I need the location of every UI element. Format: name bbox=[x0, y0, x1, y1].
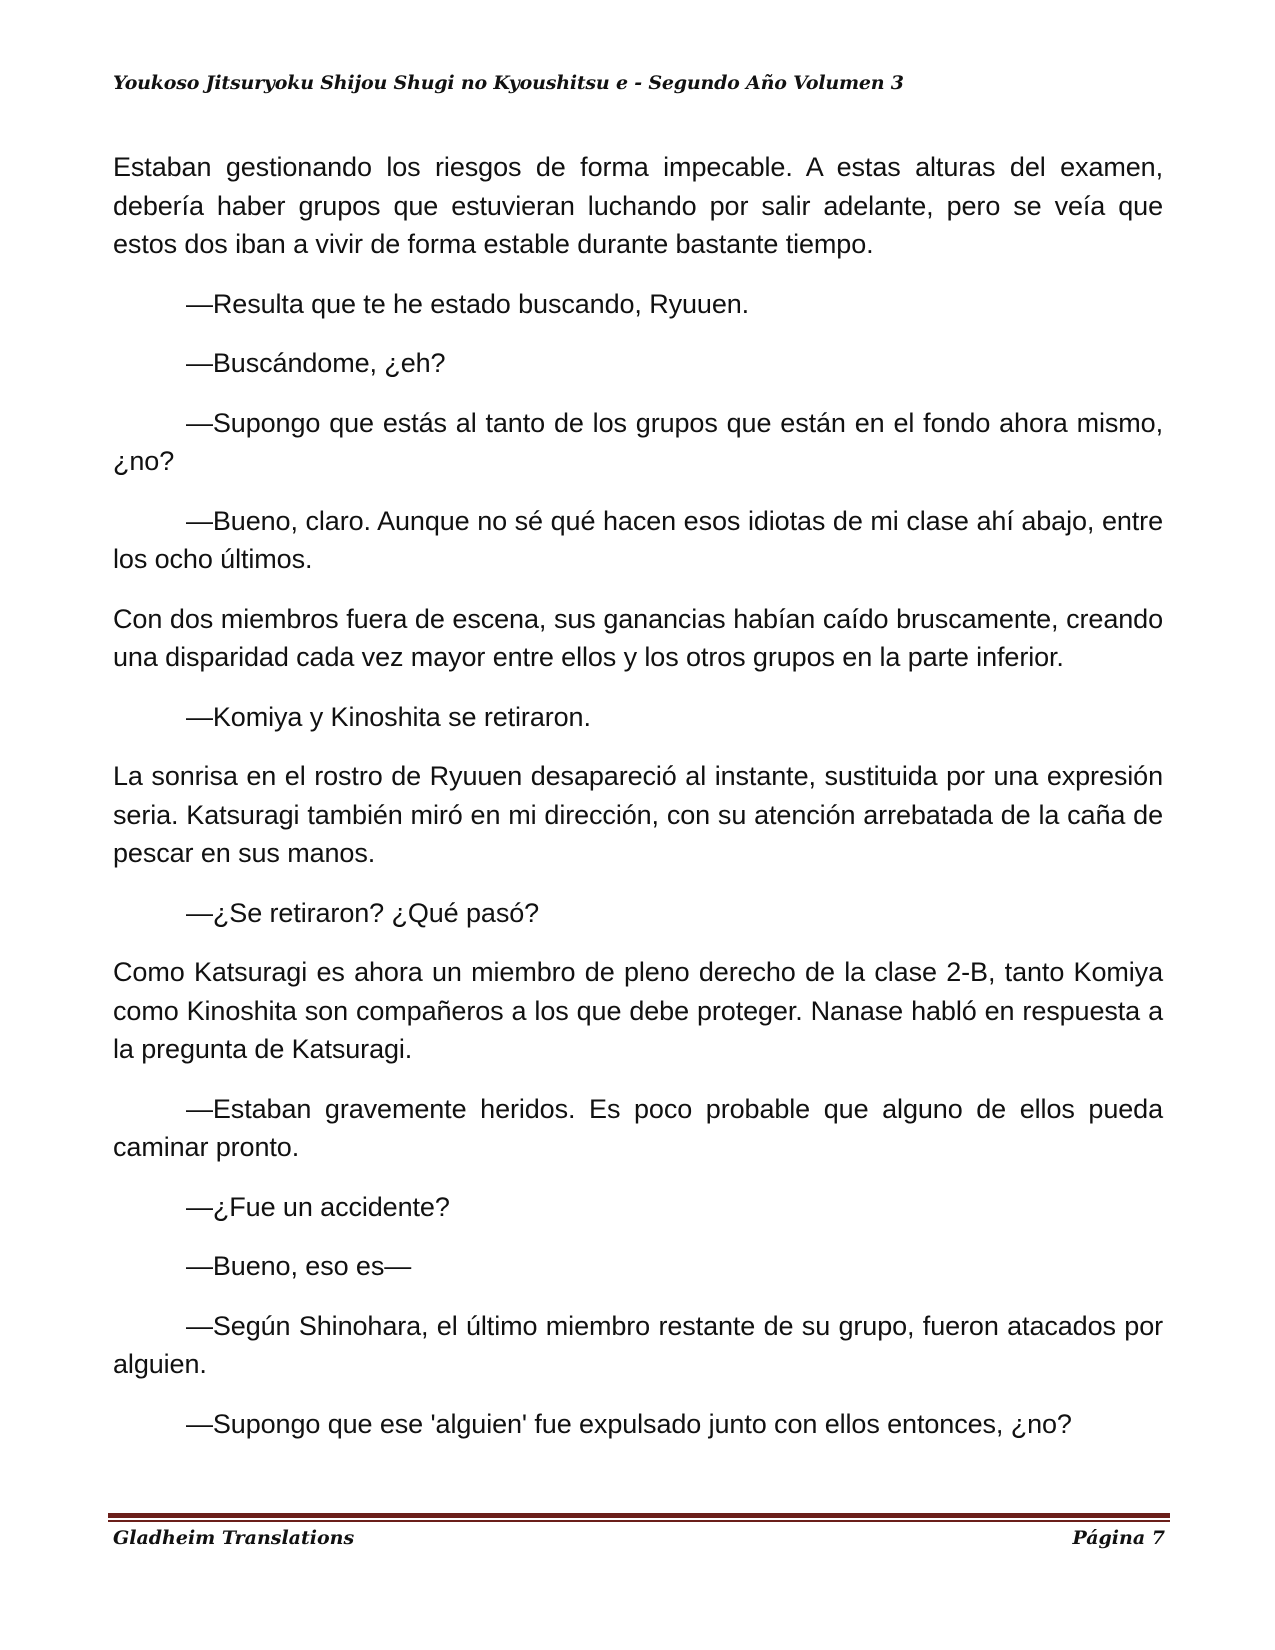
dialogue-line: —Komiya y Kinoshita se retiraron. bbox=[186, 701, 591, 732]
dialogue-line: —Supongo que ese 'alguien' fue expulsado junto con ellos entonces, ¿no? bbox=[186, 1408, 1072, 1439]
footer-rule-thick bbox=[108, 1513, 1170, 1518]
dialogue-line: —Bueno, claro. Aunque no sé qué hacen esos idiotas de mi clase ahí abajo, entre los ocho últimos. bbox=[113, 505, 1163, 574]
footer-rule-thin bbox=[108, 1520, 1170, 1522]
running-header: Youkoso Jitsuryoku Shijou Shugi no Kyoushitsu e - Segundo Año Volumen 3 bbox=[113, 72, 904, 94]
dialogue-line: —Según Shinohara, el último miembro restante de su grupo, fueron atacados por alguien. bbox=[113, 1310, 1163, 1379]
narration-paragraph: Estaban gestionando los riesgos de forma impecable. A estas alturas del examen, debería haber grupos que estuvieran luchando por salir adelante, pero se veía que estos dos iban a vivir de forma estable durante bastante tiempo. bbox=[113, 152, 1163, 259]
footer-rule bbox=[108, 1513, 1170, 1522]
body-text bbox=[113, 148, 1163, 1464]
dialogue-line: —¿Fue un accidente? bbox=[186, 1191, 450, 1222]
dialogue-line: —Resulta que te he estado buscando, Ryuuen. bbox=[186, 288, 750, 319]
narration-paragraph: Como Katsuragi es ahora un miembro de pleno derecho de la clase 2-B, tanto Komiya como Kinoshita son compañeros a los que debe proteger. Nanase habló en respuesta a la pregunta de Katsuragi. bbox=[113, 957, 1163, 1064]
footer-page-number: Página 7 bbox=[1072, 1527, 1165, 1549]
dialogue-line: —Bueno, eso es— bbox=[186, 1251, 412, 1281]
dialogue-line: —¿Se retiraron? ¿Qué pasó? bbox=[186, 897, 540, 928]
dialogue-line: —Supongo que estás al tanto de los grupos que están en el fondo ahora mismo, ¿no? bbox=[113, 407, 1163, 476]
dialogue-line: —Buscándome, ¿eh? bbox=[186, 348, 446, 378]
narration-paragraph: Con dos miembros fuera de escena, sus ganancias habían caído bruscamente, creando una disparidad cada vez mayor entre ellos y los otros grupos en la parte inferior. bbox=[113, 603, 1163, 672]
narration-paragraph: La sonrisa en el rostro de Ryuuen desapareció al instante, sustituida por una expresión seria. Katsuragi también miró en mi dirección, con su atención arrebatada de la caña de pescar en sus manos. bbox=[113, 761, 1163, 868]
footer-publisher: Gladheim Translations bbox=[113, 1527, 355, 1549]
dialogue-line: —Estaban gravemente heridos. Es poco probable que alguno de ellos pueda caminar pronto. bbox=[113, 1093, 1163, 1162]
